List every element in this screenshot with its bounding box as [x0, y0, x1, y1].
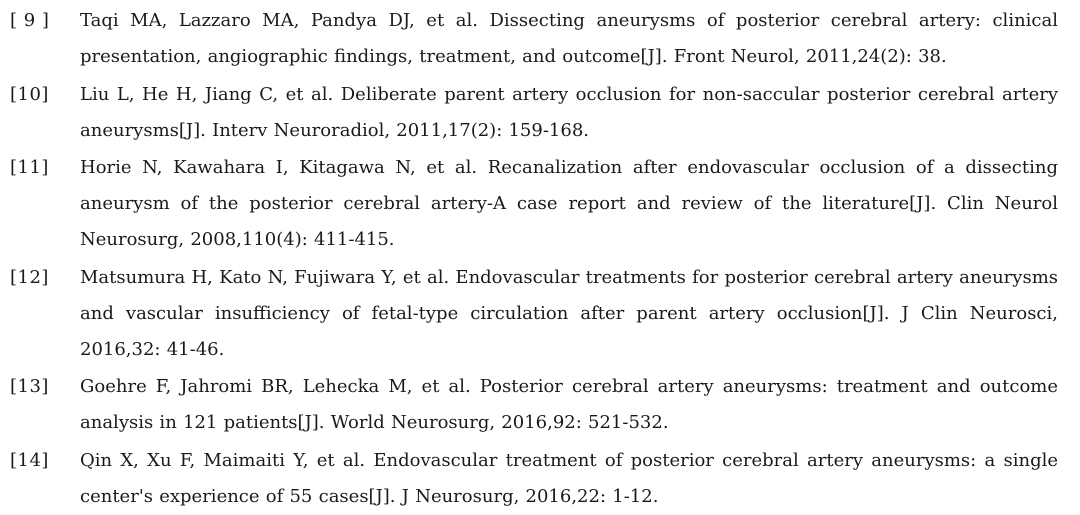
- reference-number: [13]: [10, 376, 49, 397]
- reference-number: [10]: [10, 83, 49, 105]
- reference-text: Matsumura H, Kato N, Fujiwara Y, et al. Endovascular treatments for posterior cerebral artery aneurysms and vascular insufficiency of fetal-type circulation after parent artery occlusion[J]. J Clin Neurosci, 2016,32: 41-46.: [80, 266, 1058, 360]
- reference-item: [10, 77, 1058, 149]
- reference-number: [14]: [10, 449, 49, 471]
- reference-text: Horie N, Kawahara I, Kitagawa N, et al. Recanalization after endovascular occlusion of a dissecting aneurysm of the posterior cerebral artery-A case report and review of the literature[J]. Clin Neurol Neurosurg, 2008,110(4): 411-415.: [80, 157, 1058, 250]
- reference-text: Liu L, He H, Jiang C, et al. Deliberate parent artery occlusion for non-saccular posterior cerebral artery aneurysms[J]. Interv Neuroradiol, 2011,17(2): 159-168.: [80, 83, 1058, 141]
- reference-number: [ 9 ]: [10, 10, 50, 31]
- reference-text: Qin X, Xu F, Maimaiti Y, et al. Endovascular treatment of posterior cerebral artery aneurysms: a single center's experience of 55 cases[J]. J Neurosurg, 2016,22: 1-12.: [80, 449, 1058, 507]
- reference-item: [10, 260, 1058, 368]
- reference-item: [10, 443, 1058, 515]
- reference-number: [12]: [10, 266, 49, 288]
- reference-number: [11]: [10, 157, 49, 178]
- reference-item: [10, 150, 1058, 258]
- reference-item: [10, 369, 1058, 441]
- reference-text: Goehre F, Jahromi BR, Lehecka M, et al. Posterior cerebral artery aneurysms: treatment and outcome analysis in 121 patients[J]. World Neurosurg, 2016,92: 521-532.: [80, 376, 1058, 433]
- reference-item: [10, 3, 1058, 75]
- reference-text: Taqi MA, Lazzaro MA, Pandya DJ, et al. Dissecting aneurysms of posterior cerebral artery: clinical presentation, angiographic findings, treatment, and outcome[J]. Front Neurol, 2011,24(2): 38.: [80, 10, 1058, 67]
